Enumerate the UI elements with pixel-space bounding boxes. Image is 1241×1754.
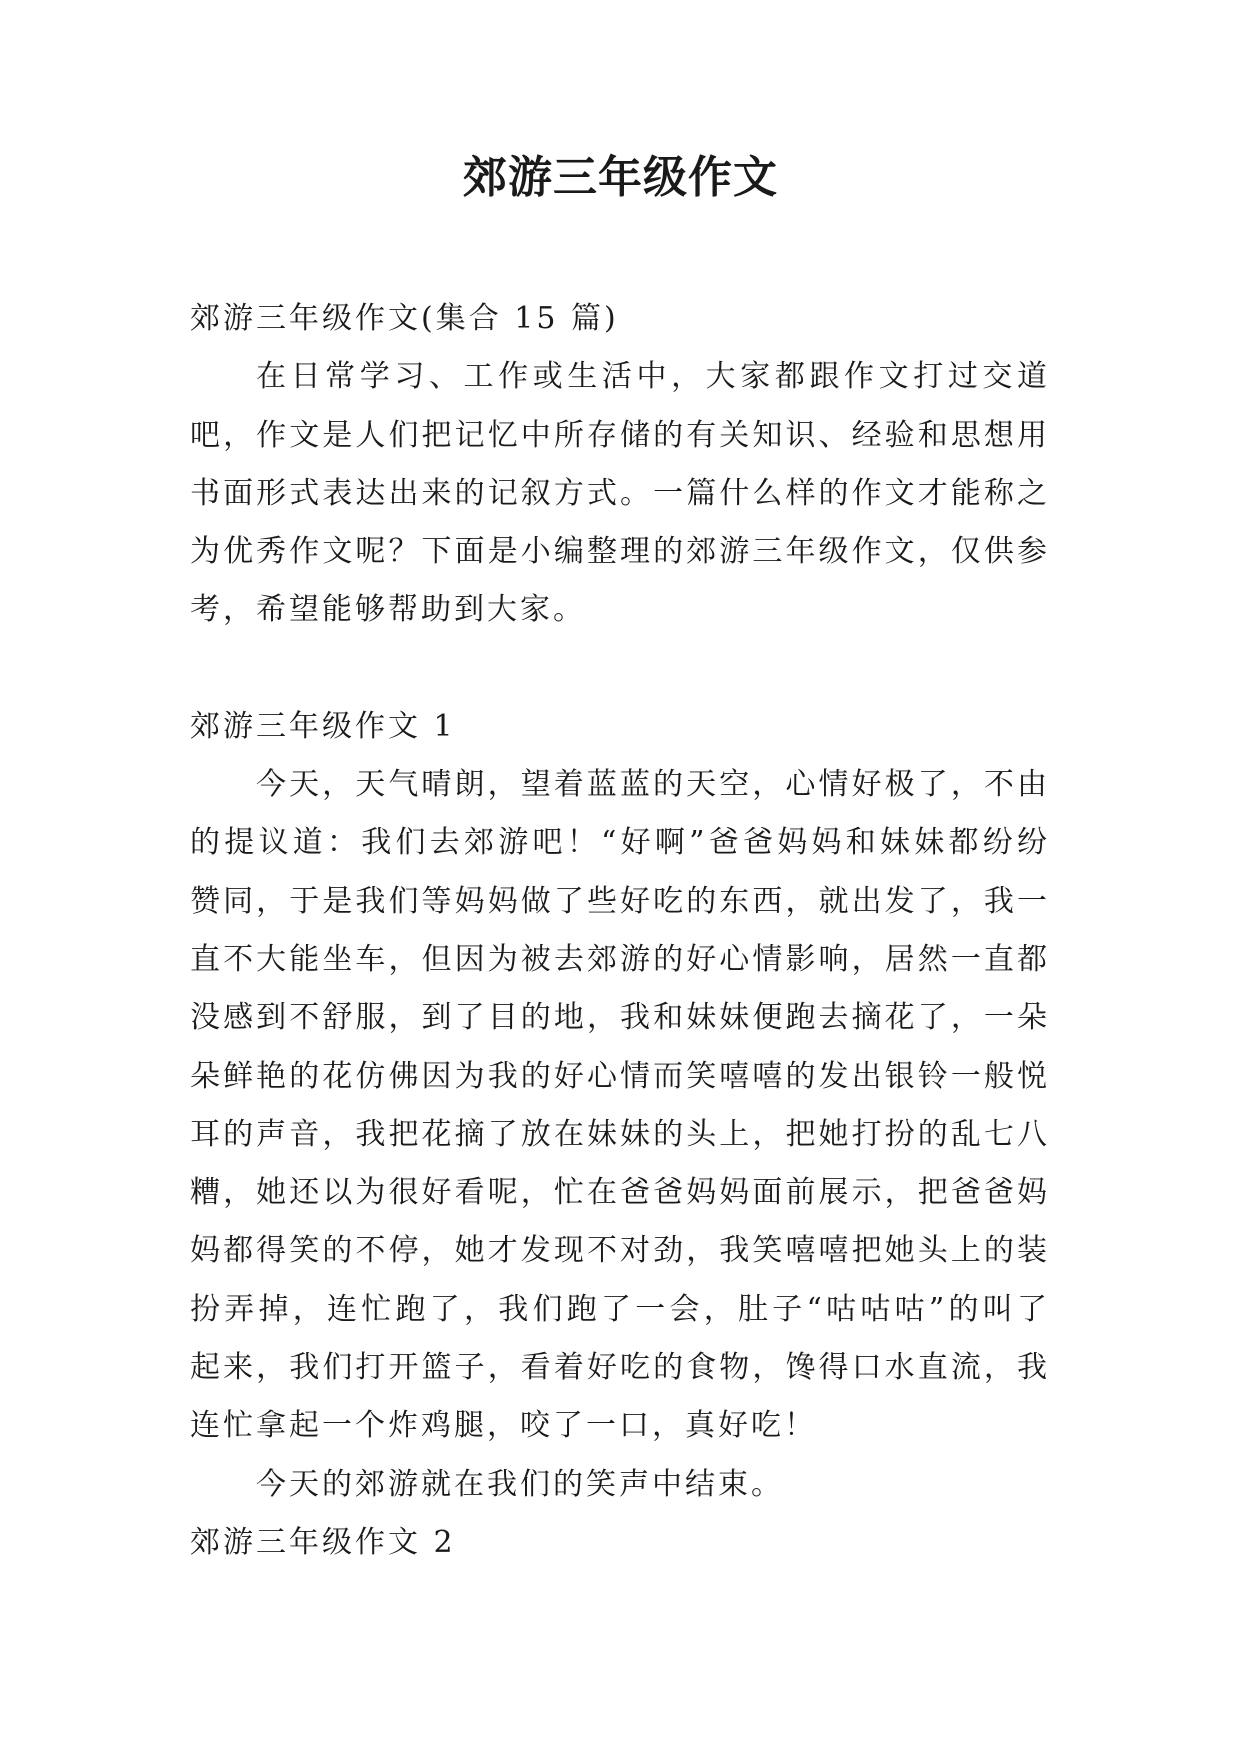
section-paragraph: 今天，天气晴朗，望着蓝蓝的天空，心情好极了，不由的提议道：我们去郊游吧！“好啊”爸爸妈妈和妹妹都纷纷赞同，于是我们等妈妈做了些好吃的东西，就出发了，我一直不大能坐车，但因为被去郊游的好心情影响，居然一直都没感到不舒服，到了目的地，我和妹妹便跑去摘花了，一朵朵鲜艳的花仿佛因为我的好心情而笑嘻嘻的发出银铃一般悦耳的声音，我把花摘了放在妹妹的头上，把她打扮的乱七八糟，她还以为很好看呢，忙在爸爸妈妈面前展示，把爸爸妈妈都得笑的不停，她才发现不对劲，我笑嘻嘻把她头上的装扮弄掉，连忙跑了，我们跑了一会，肚子“咕咕咕”的叫了起来，我们打开篮子，看着好吃的食物，馋得口水直流，我连忙拿起一个炸鸡腿，咬了一口，真好吃！: [190, 767, 1050, 1444]
document-title: 郊游三年级作文: [463, 152, 778, 203]
section-heading: 郊游三年级作文 1: [190, 708, 456, 744]
collection-subtitle: 郊游三年级作文(集合 15 篇): [190, 301, 619, 336]
section-paragraph: 今天的郊游就在我们的笑声中结束。: [256, 1466, 784, 1502]
section-spacer: [190, 640, 1050, 698]
intro-paragraph: 在日常学习、工作或生活中，大家都跟作文打过交道吧，作文是人们把记忆中所存储的有关知识、经验和思想用书面形式表达出来的记叙方式。一篇什么样的作文才能称之为优秀作文呢？下面是小编整理的郊游三年级作文，仅供参考，希望能够帮助到大家。: [190, 359, 1050, 628]
section-heading: 郊游三年级作文 2: [190, 1524, 456, 1560]
document-body: [190, 290, 1050, 1572]
